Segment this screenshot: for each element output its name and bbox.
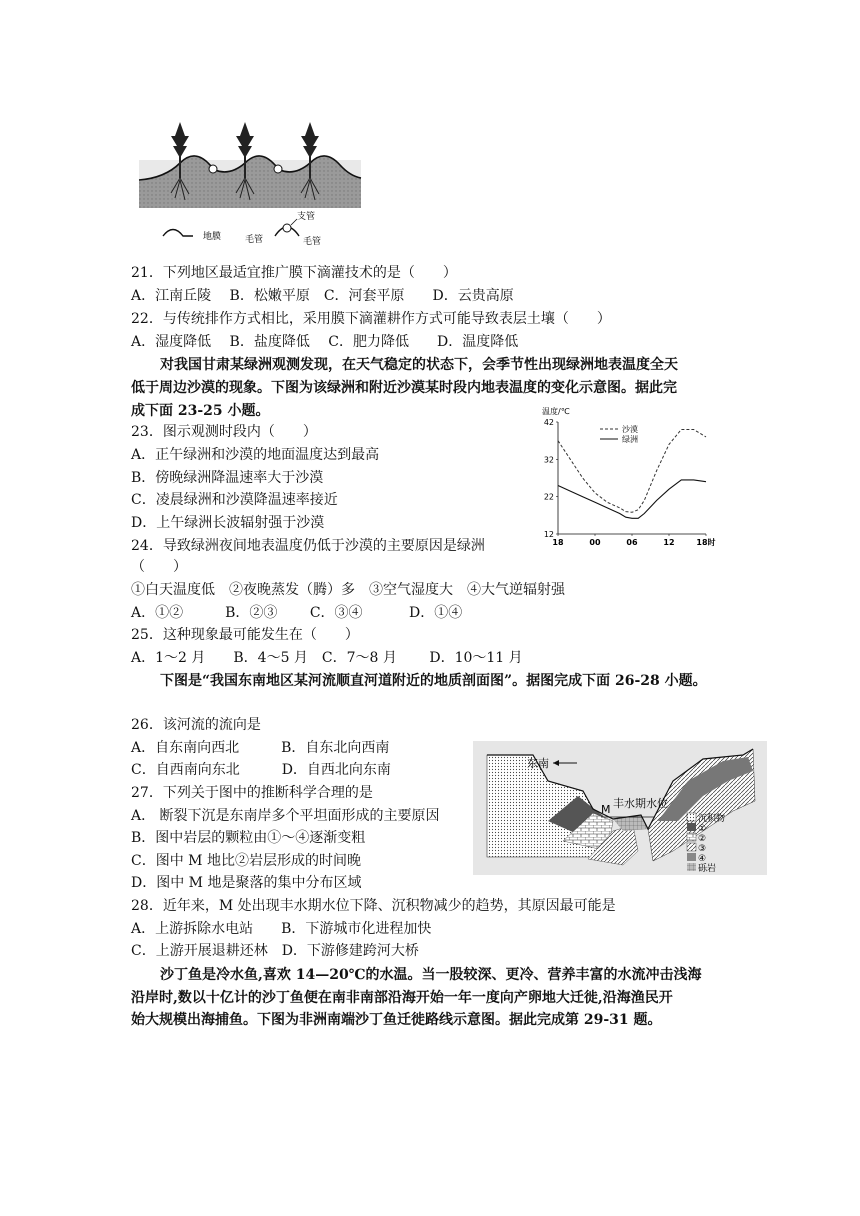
q22-stem: 22．与传统排作方式相比，采用膜下滴灌耕作方式可能导致表层土壤（ ） xyxy=(131,311,611,327)
legend-capillary-left: 毛管 xyxy=(245,235,264,245)
q27-stem: 27．下列关于图中的推断科学合理的是 xyxy=(131,785,373,801)
passage1-line1: 对我国甘肃某绿洲观测发现，在天气稳定的状态下，会季节性出现绿洲地表温度全天 xyxy=(160,357,678,373)
q23-option-b: B．傍晚绿洲降温速率大于沙漠 xyxy=(131,470,324,486)
legend-film: 地膜 xyxy=(203,232,222,242)
x-tick-label: 06 xyxy=(626,538,638,547)
q28-options-row1: A．上游拆除水电站 B．下游城市化进程加快 xyxy=(131,921,432,937)
legend-swatch-sediment xyxy=(687,813,696,821)
q27-option-c: C．图中 M 地比②岩层形成的时间晚 xyxy=(131,853,361,869)
point-label-M: M xyxy=(601,803,611,816)
drip-pipe xyxy=(209,165,217,173)
x-tick-label: 00 xyxy=(589,538,601,547)
legend-layer-4: ④ xyxy=(698,854,707,864)
q28-stem: 28．近年来，M 处出现丰水期水位下降、沉积物减少的趋势，其原因最可能是 xyxy=(131,898,616,914)
q23-option-d: D．上午绿洲长波辐射强于沙漠 xyxy=(131,515,325,531)
q27-option-b: B．图中岩层的颗粒由①～④逐渐变粗 xyxy=(131,830,366,846)
geology-cross-section xyxy=(473,741,767,875)
legend-layer-2: ② xyxy=(698,834,707,844)
legend-oasis: 绿洲 xyxy=(622,435,638,444)
q23-option-a: A．正午绿洲和沙漠的地面温度达到最高 xyxy=(131,447,380,463)
legend-sediment: 沉积物 xyxy=(698,814,726,824)
passage3-line2: 沿岸时,数以十亿计的沙丁鱼便在南非南部沿海开始一年一度向产卵地大迁徙,沿海渔民开 xyxy=(131,990,673,1006)
q27-option-a: A． 断裂下沉是东南岸多个平坦面形成的主要原因 xyxy=(131,808,440,824)
legend-layer-1: ① xyxy=(698,824,707,834)
legend-swatch-1 xyxy=(687,823,696,831)
q21-options: A．江南丘陵 B．松嫩平原 C．河套平原 D．云贵高原 xyxy=(131,288,514,304)
legend-branch: 支管 xyxy=(297,212,316,222)
passage2-line1: 下图是“我国东南地区某河流顺直河道附近的地质剖面图”。据图完成下面 26-28 小题。 xyxy=(160,673,707,689)
legend-conglomerate: 砾岩 xyxy=(698,864,717,874)
x-tick-label: 18 xyxy=(552,538,564,547)
q25-options: A．1～2 月 B．4～5 月 C．7～8 月 D．10～11 月 xyxy=(131,650,523,666)
water-level-label: 丰水期水位 xyxy=(613,797,668,810)
q24-stem: 24．导致绿洲夜间地表温度仍低于沙漠的主要原因是绿洲 xyxy=(131,538,485,554)
q23-option-c: C．凌晨绿洲和沙漠降温速率接近 xyxy=(131,492,338,508)
y-tick-label: 22 xyxy=(543,492,554,502)
q24-options: A．①② B．②③ C．③④ D．①④ xyxy=(131,605,463,621)
temperature-chart xyxy=(538,404,718,552)
q26-options-row2: C．自西南向东北 D．自西北向东南 xyxy=(131,762,391,778)
x-tick-label: 18时 xyxy=(696,538,716,547)
q21-stem: 21．下列地区最适宜推广膜下滴灌技术的是（ ） xyxy=(131,265,457,281)
y-tick-label: 12 xyxy=(543,530,554,539)
passage3-line1: 沙丁鱼是冷水鱼,喜欢 14—20℃的水温。当一股较深、更冷、营养丰富的水流冲击浅海 xyxy=(160,967,702,983)
q26-options-row1: A．自东南向西北 B．自东北向西南 xyxy=(131,740,390,756)
passage1-line3: 成下面 23-25 小题。 xyxy=(131,403,270,419)
legend-swatch-2 xyxy=(687,833,696,841)
legend-swatch-3 xyxy=(687,843,696,851)
q26-stem: 26．该河流的流向是 xyxy=(131,717,261,733)
x-tick-label: 12 xyxy=(663,538,675,547)
passage3-line3: 始大规模出海捕鱼。下图为非洲南端沙丁鱼迁徙路线示意图。据此完成第 29-31 题。 xyxy=(131,1012,662,1028)
passage1-line2: 低于周边沙漠的现象。下图为该绿洲和附近沙漠某时段内地表温度的变化示意图。据此完 xyxy=(131,380,677,396)
q25-stem: 25．这种现象最可能发生在（ ） xyxy=(131,627,359,643)
q24-stem-paren: （ ） xyxy=(131,559,187,575)
y-tick-label: 42 xyxy=(543,418,554,427)
q23-stem: 23．图示观测时段内（ ） xyxy=(131,424,317,440)
drip-irrigation-figure xyxy=(135,118,365,250)
legend-swatch-conglomerate xyxy=(687,863,696,871)
legend-capillary-right: 毛管 xyxy=(303,237,322,247)
direction-label: 东南 xyxy=(527,757,549,770)
q22-options: A．湿度降低 B．盐度降低 C．肥力降低 D．温度降低 xyxy=(131,334,519,350)
legend-desert: 沙漠 xyxy=(622,425,638,434)
q28-options-row2: C．上游开展退耕还林 D．下游修建跨河大桥 xyxy=(131,943,419,959)
q27-option-d: D．图中 M 地是聚落的集中分布区域 xyxy=(131,875,362,891)
film-legend-symbol xyxy=(163,230,193,237)
q24-items: ①白天温度低 ②夜晚蒸发（腾）多 ③空气湿度大 ④大气逆辐射强 xyxy=(131,582,565,598)
legend-swatch-4 xyxy=(687,853,696,861)
legend-layer-3: ③ xyxy=(698,844,707,854)
drip-pipe xyxy=(274,165,282,173)
y-tick-label: 32 xyxy=(543,455,554,465)
chart-ylabel: 温度/℃ xyxy=(542,407,570,416)
